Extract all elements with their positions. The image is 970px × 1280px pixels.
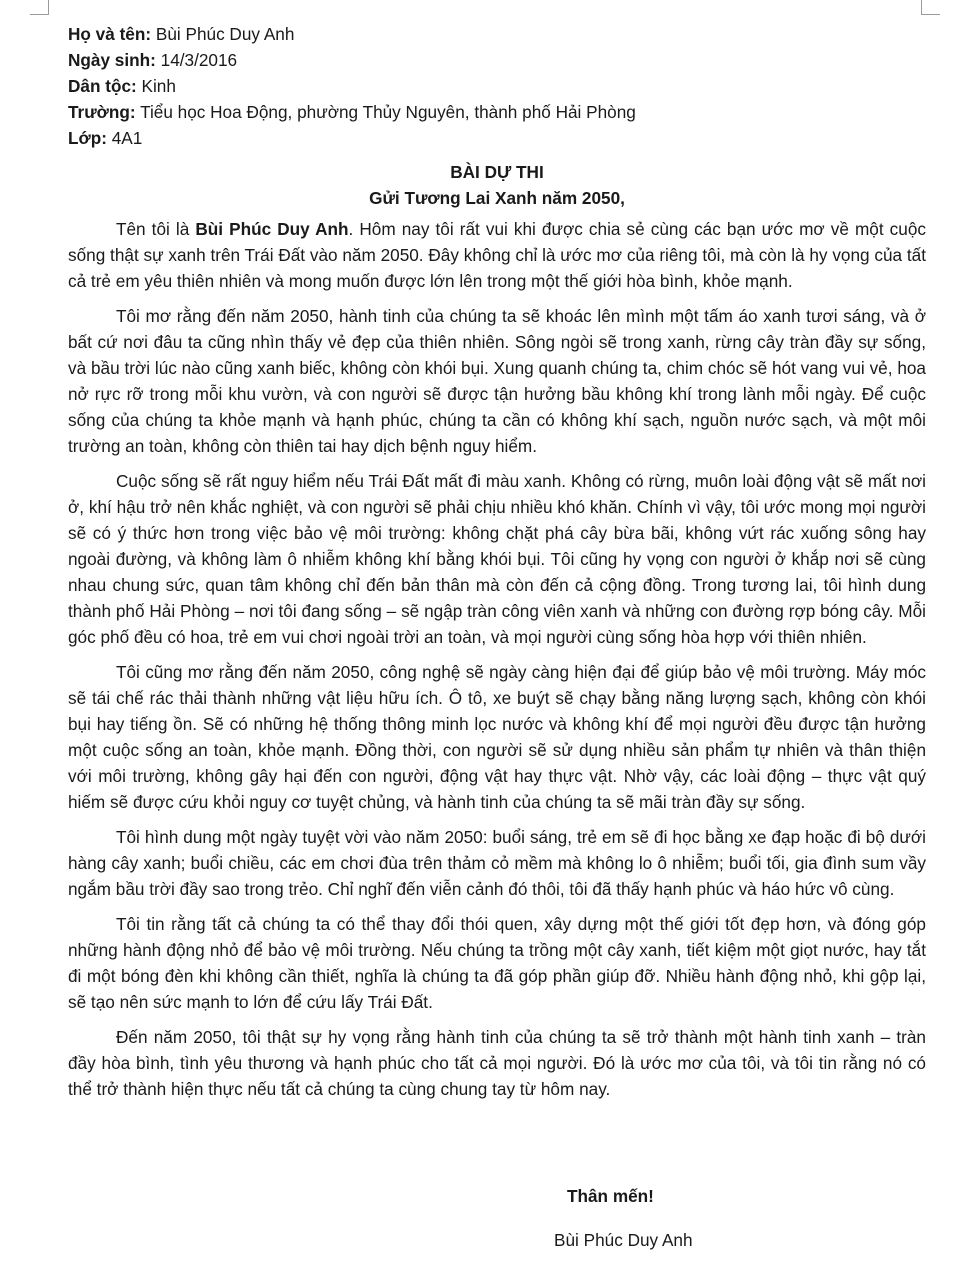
dob-label: Ngày sinh: (68, 50, 156, 70)
body-paragraph-3: Tôi cũng mơ rằng đến năm 2050, công nghệ sẽ ngày càng hiện đại để giúp bảo vệ môi trường. Máy móc sẽ tái chế rác thải thành những vật liệu hữu ích. Ô tô, xe buýt sẽ chạy bằng năng lượng sạch, không còn khói bụi hay tiếng ồn. Sẽ có những hệ thống thông minh lọc nước và không khí để mọi người đều được tận hưởng một cuộc sống an toàn, khỏe mạnh. Đồng thời, con người sẽ sử dụng nhiều sản phẩm tự nhiên và thân thiện với môi trường, không gây hại đến con người, động vật hay thực vật. Nhờ vậy, các loài động – thực vật quý hiếm sẽ được cứu khỏi nguy cơ tuyệt chủng, và hành tinh của chúng ta sẽ mãi tràn đầy sự sống. (68, 662, 926, 812)
student-class-line (68, 125, 926, 151)
body-paragraph-6: Đến năm 2050, tôi thật sự hy vọng rằng hành tinh của chúng ta sẽ trở thành một hành tinh xanh – tràn đầy hòa bình, tình yêu thương và hạnh phúc cho tất cả mọi người. Đó là ước mơ của tôi, và tôi tin rằng nó có thể trở thành hiện thực nếu tất cả chúng ta cùng chung tay từ hôm nay. (68, 1027, 926, 1099)
school-label: Trường: (68, 102, 136, 122)
student-name-line (68, 21, 926, 47)
body-paragraph-4: Tôi hình dung một ngày tuyệt vời vào năm 2050: buổi sáng, trẻ em sẽ đi học bằng xe đạp hoặc đi bộ dưới hàng cây xanh; buổi chiều, các em chơi đùa trên thảm cỏ mềm mà không lo ô nhiễm; buổi tối, gia đình sum vầy ngắm bầu trời đầy sao trong trẻo. Chỉ nghĩ đến viễn cảnh đó thôi, tôi đã thấy hạnh phúc và háo hức vô cùng. (68, 827, 926, 899)
name-label: Họ và tên: (68, 24, 152, 44)
intro-paragraph (68, 216, 926, 294)
ethnicity-value: Kinh (136, 76, 176, 96)
page-corner-mark-right (921, 0, 940, 15)
class-value: 4A1 (106, 128, 143, 148)
essay-subtitle: Gửi Tương Lai Xanh năm 2050, (369, 188, 625, 208)
intro-name-bold: Bùi Phúc Duy Anh (195, 219, 349, 239)
ethnicity-label: Dân tộc: (68, 76, 137, 96)
intro-prefix: Tên tôi là (116, 219, 196, 239)
student-ethnicity-line (68, 73, 926, 99)
body-paragraph-1: Tôi mơ rằng đến năm 2050, hành tinh của chúng ta sẽ khoác lên mình một tấm áo xanh tươi sáng, và ở bất cứ nơi đâu ta cũng nhìn thấy vẻ đẹp của thiên nhiên. Sông ngòi sẽ trong xanh, rừng cây tràn đầy sự sống, và bầu trời lúc nào cũng xanh biếc, không còn khói bụi. Xung quanh chúng ta, chim chóc sẽ hót vang vui vẻ, hoa nở rực rỡ trong mỗi khu vườn, và con người sẽ được tận hưởng bầu không khí trong lành mỗi ngày. Để cuộc sống của chúng ta khỏe mạnh và hạnh phúc, chúng ta cần có không khí sạch, nguồn nước sạch, và một môi trường an toàn, không còn thiên tai hay dịch bệnh nguy hiểm. (68, 306, 926, 456)
body-paragraph-2: Cuộc sống sẽ rất nguy hiểm nếu Trái Đất mất đi màu xanh. Không có rừng, muôn loài động vật sẽ mất nơi ở, khí hậu trở nên khắc nghiệt, và con người sẽ phải chịu nhiều khó khăn. Chính vì vậy, tôi ước mong mọi người sẽ có ý thức hơn trong việc bảo vệ môi trường: không chặt phá cây bừa bãi, không vứt rác xuống sông hay ngoài đường, và không làm ô nhiễm không khí bằng khói bụi. Tôi cũng hy vọng con người ở khắp nơi sẽ cùng nhau chung sức, quan tâm không chỉ đến bản thân mà còn đến cả cộng đồng. Trong tương lai, tôi hình dung thành phố Hải Phòng – nơi tôi đang sống – sẽ ngập tràn công viên xanh và những con đường rợp bóng cây. Mỗi góc phố đều có hoa, trẻ em vui chơi ngoài trời an toàn, và mọi người cùng sống hòa hợp với thiên nhiên. (68, 471, 926, 647)
closing-line: Thân mến! (567, 1186, 654, 1206)
student-school-line (68, 99, 926, 125)
school-value: Tiểu học Hoa Động, phường Thủy Nguyên, thành phố Hải Phòng (135, 102, 636, 122)
intro-rest: . Hôm nay tôi rất vui khi được chia sẻ cùng các bạn ước mơ về một cuộc sống thật sự xanh trên Trái Đất vào năm 2050. Đây không chỉ là ước mơ của riêng tôi, mà còn là hy vọng của tất cả trẻ em yêu thiên nhiên và mong muốn được lớn lên trong một thế giới hòa bình, khỏe mạnh. (68, 219, 926, 291)
name-value: Bùi Phúc Duy Anh (151, 24, 295, 44)
class-label: Lớp: (68, 128, 107, 148)
body-paragraph-5: Tôi tin rằng tất cả chúng ta có thể thay đổi thói quen, xây dựng một thế giới tốt đẹp hơn, và đóng góp những hành động nhỏ để bảo vệ môi trường. Nếu chúng ta trồng một cây xanh, tiết kiệm một giọt nước, hay tắt đi một bóng đèn khi không cần thiết, nghĩa là chúng ta đã góp phần giúp đỡ. Nhiều hành động nhỏ, khi gộp lại, sẽ tạo nên sức mạnh to lớn để cứu lấy Trái Đất. (68, 914, 926, 1012)
document-body (68, 21, 926, 1111)
essay-title: BÀI DỰ THI (450, 162, 544, 182)
page-corner-mark-left (30, 0, 49, 15)
signature-name: Bùi Phúc Duy Anh (554, 1230, 693, 1250)
student-dob-line (68, 47, 926, 73)
dob-value: 14/3/2016 (155, 50, 238, 70)
